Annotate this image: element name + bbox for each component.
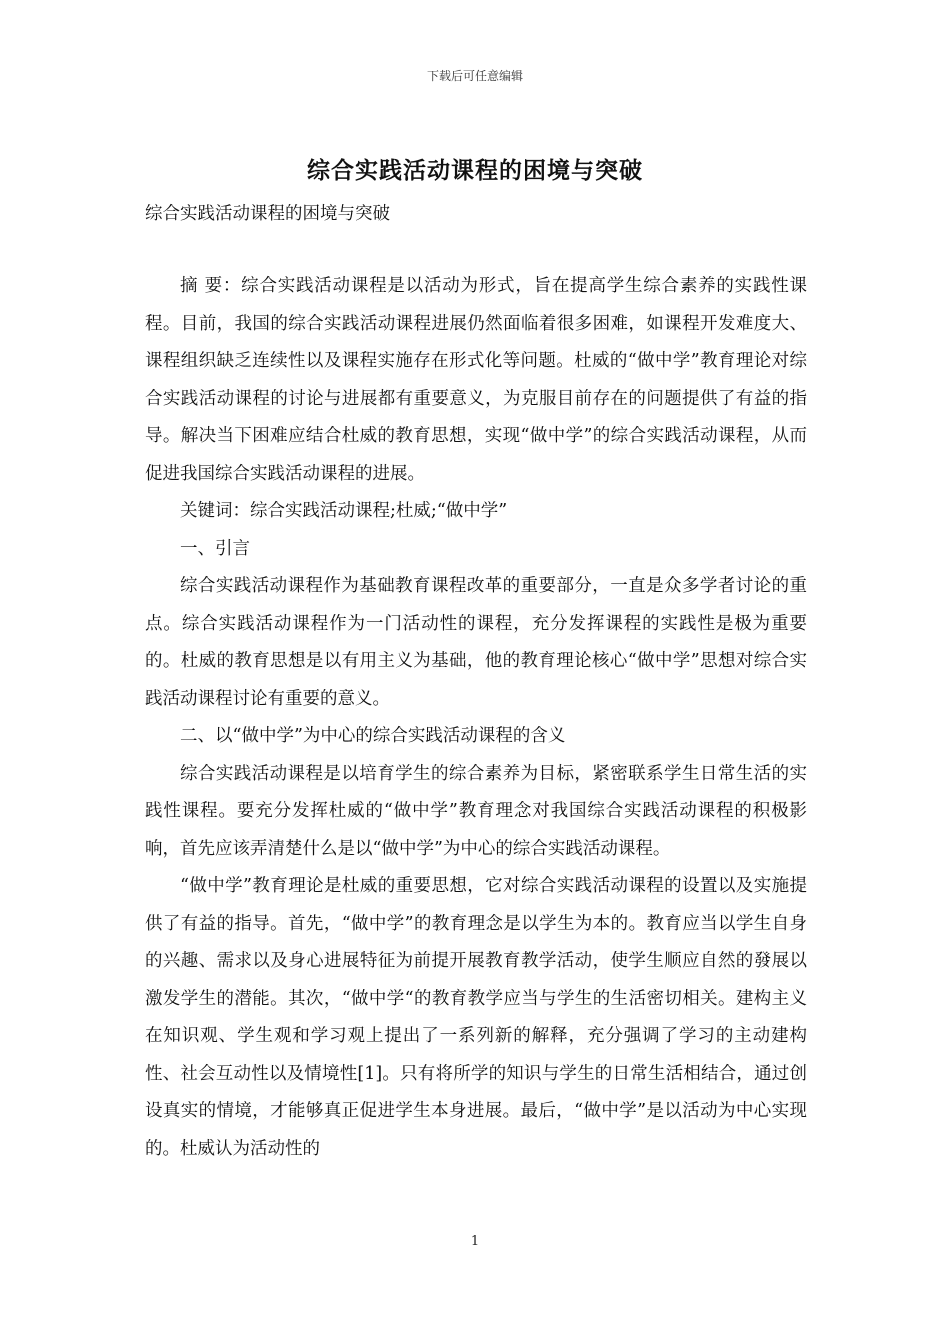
keywords-paragraph: 关键词：综合实践活动课程;杜威;“做中学” [180, 501, 508, 521]
abstract-paragraph: 摘 要：综合实践活动课程是以活动为形式，旨在提高学生综合素养的实践性课程。目前，我国的综合实践活动课程进展仍然面临着很多困难，如课程开发难度大、课程组织缺乏连续性以及课程实施存在形式化等问题。杜威的“做中学”教育理论对综合实践活动课程的讨论与进展都有重要意义，为克服目前存在的问题提供了有益的指导。解决当下困难应结合杜威的教育思想，实现“做中学”的综合实践活动课程，从而促进我国综合实践活动课程的进展。 [145, 276, 807, 484]
page-number: 1 [470, 1234, 480, 1249]
body-paragraph: “做中学”教育理论是杜威的重要思想，它对综合实践活动课程的设置以及实施提供了有益的指导。首先，“做中学”的教育理念是以学生为本的。教育应当以学生自身的兴趣、需求以及身心进展特征为前提开展教育教学活动，使学生顺应自然的發展以激发学生的潜能。其次，“做中学“的教育教学应当与学生的生活密切相关。建构主义在知识观、学生观和学习观上提出了一系列新的解释，充分强调了学习的主动建构性、社会互动性以及情境性[1]。只有将所学的知识与学生的日常生活相结合，通过创设真实的情境，才能够真正促进学生本身进展。最后，“做中学”是以活动为中心实现的。杜威认为活动性的 [145, 876, 807, 1159]
document-body [145, 268, 807, 1168]
section-heading-meaning: 二、以“做中学”为中心的综合实践活动课程的含义 [180, 726, 566, 746]
document-subtitle: 综合实践活动课程的困境与突破 [145, 204, 390, 224]
section-heading-intro: 一、引言 [180, 538, 250, 559]
header-note: 下载后可任意编辑 [426, 69, 523, 83]
body-paragraph: 综合实践活动课程作为基础教育课程改革的重要部分，一直是众多学者讨论的重点。综合实践活动课程作为一门活动性的课程，充分发挥课程的实践性是极为重要的。杜威的教育思想是以有用主义为基础，他的教育理论核心“做中学”思想对综合实践活动课程讨论有重要的意义。 [145, 576, 807, 709]
document-title: 综合实践活动课程的困境与突破 [307, 157, 643, 184]
body-paragraph: 综合实践活动课程是以培育学生的综合素养为目标，紧密联系学生日常生活的实践性课程。要充分发挥杜威的“做中学”教育理念对我国综合实践活动课程的积极影响，首先应该弄清楚什么是以“做中学”为中心的综合实践活动课程。 [145, 763, 807, 859]
